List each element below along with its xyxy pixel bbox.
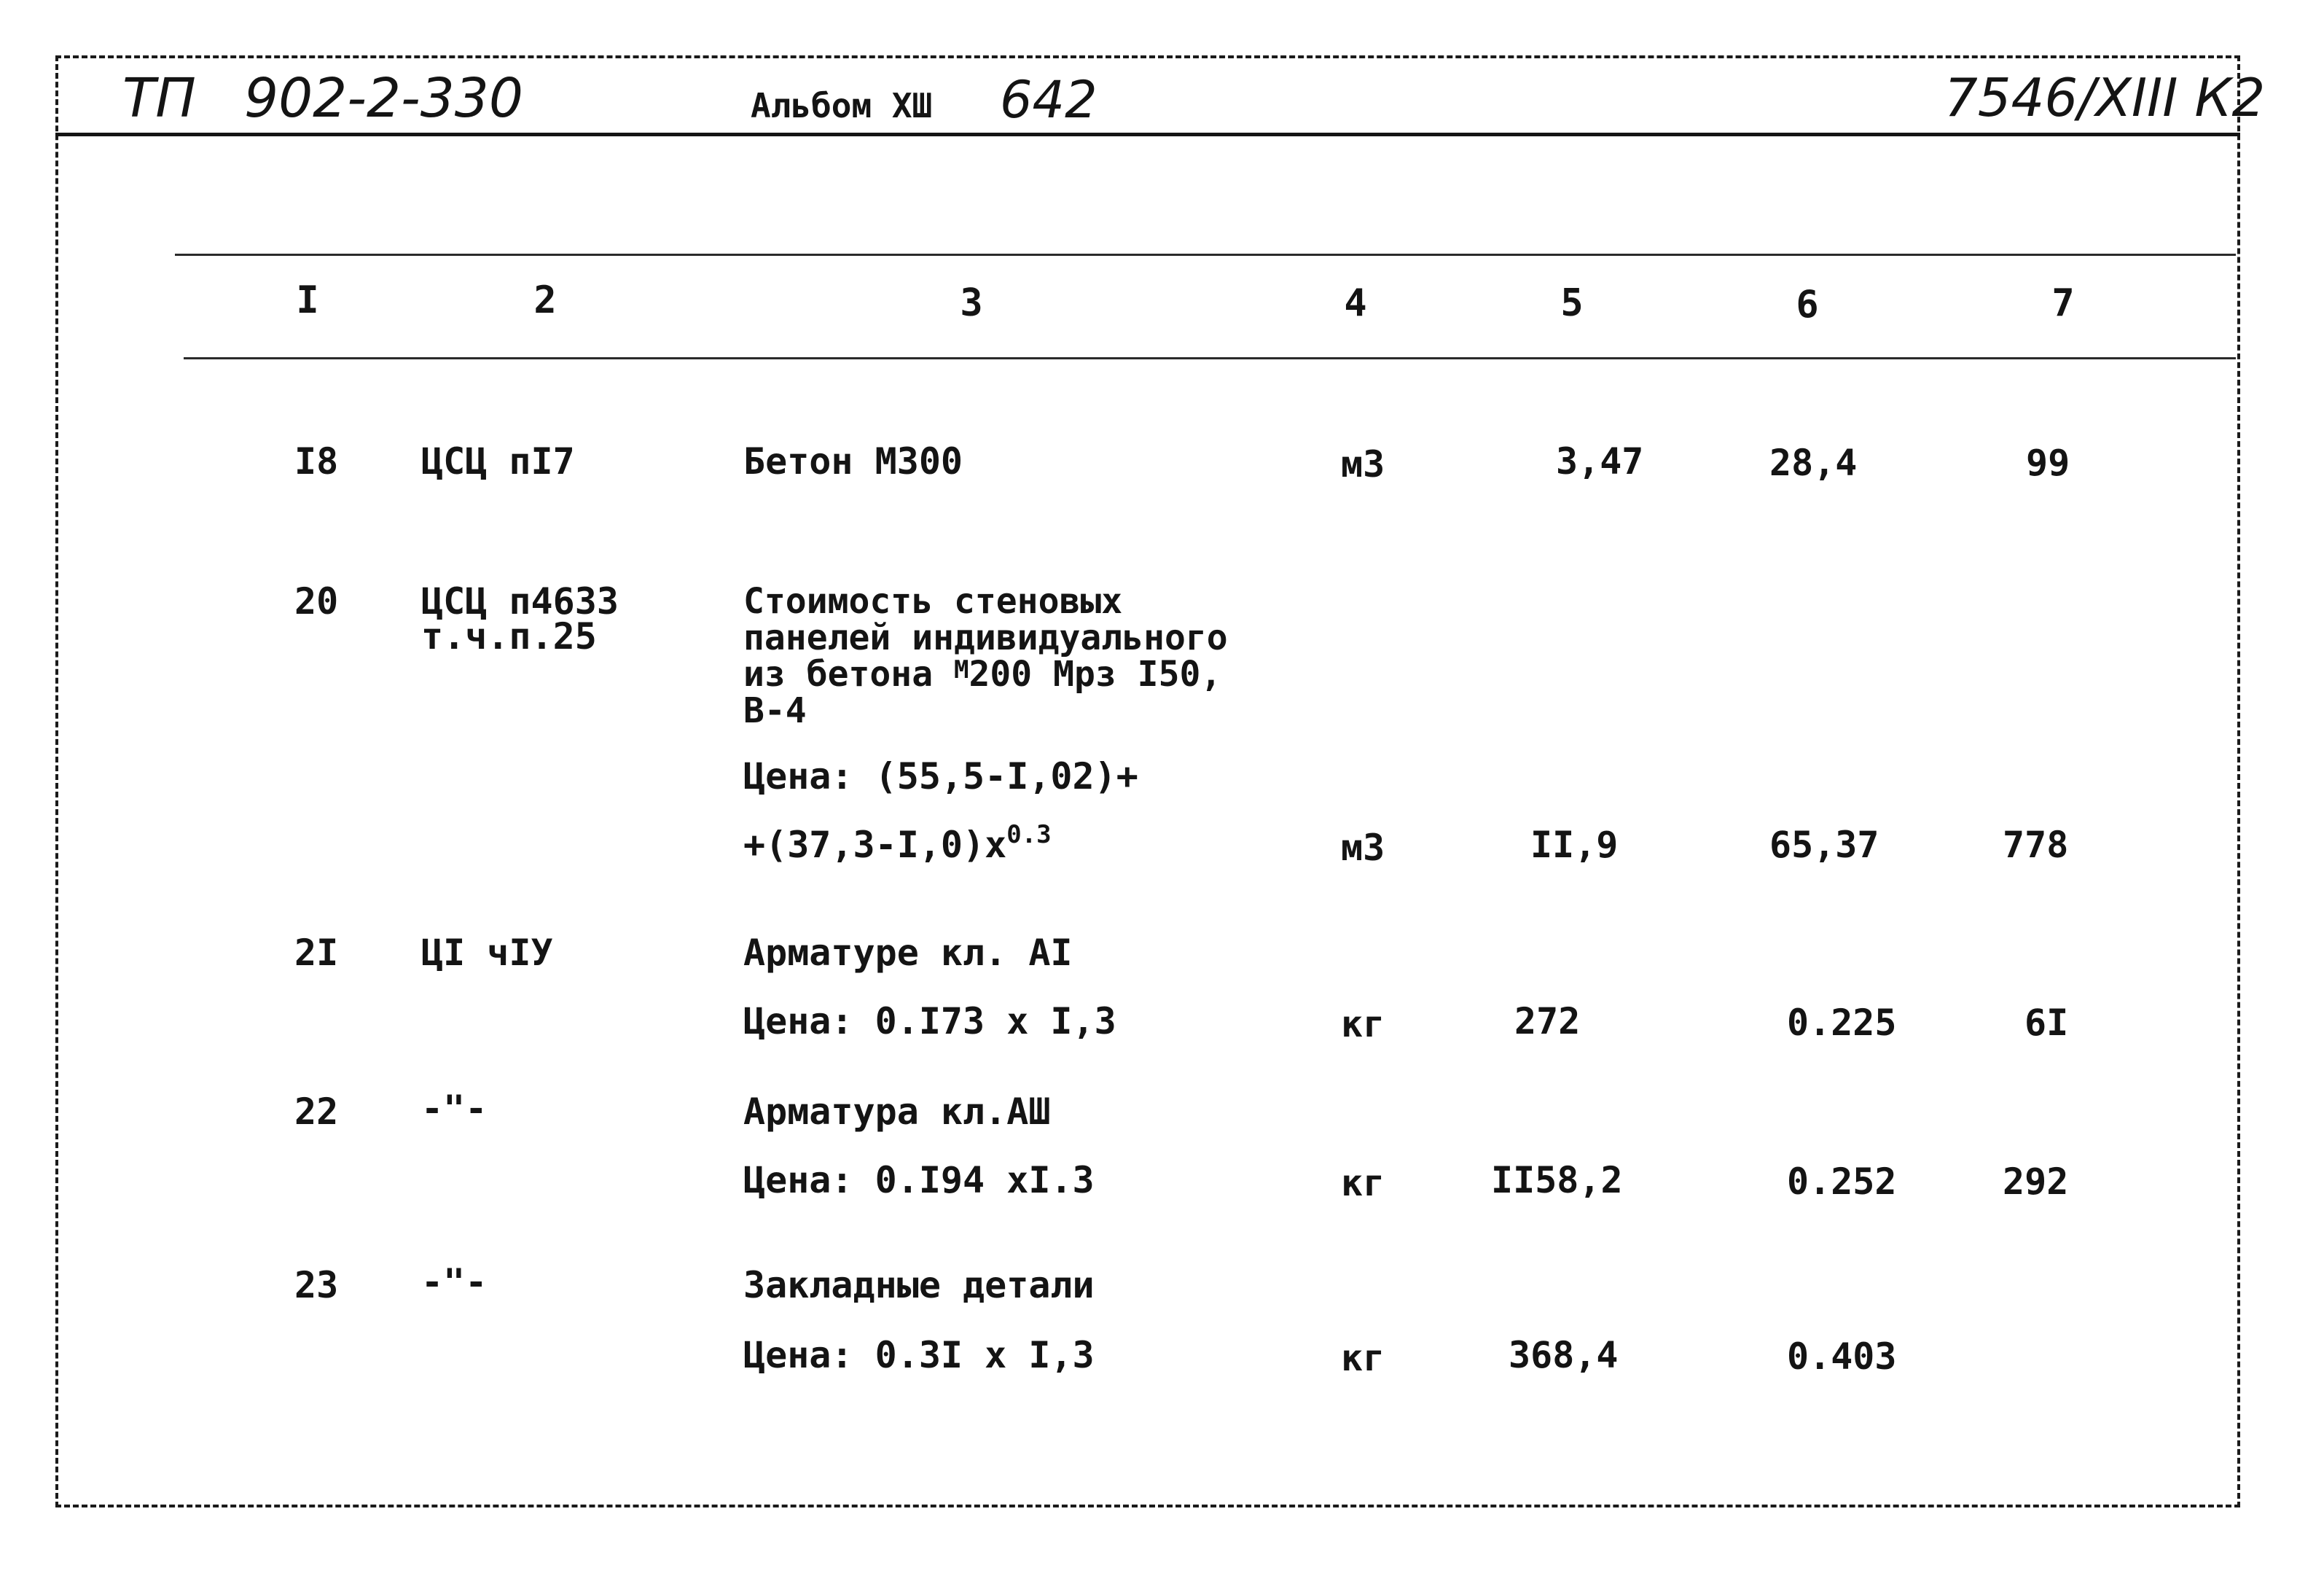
- unit-price: 65,37: [1769, 824, 1879, 866]
- total-cost: 778: [2003, 824, 2069, 866]
- row-number: I8: [294, 440, 339, 483]
- unit: м3: [1341, 443, 1385, 485]
- unit-price: 0.403: [1787, 1335, 1897, 1378]
- total-cost: 292: [2003, 1160, 2069, 1203]
- header-rule: [55, 133, 2240, 136]
- price-formula: Цена: 0.I73 х I,3: [743, 1000, 1116, 1042]
- total-cost: 99: [2026, 442, 2070, 484]
- column-number-7: 7: [2051, 281, 2075, 325]
- price-formula: $+(37,3-I,0)х^{0.3}$: [743, 820, 1052, 866]
- album-label: Альбом XШ: [751, 86, 933, 125]
- quantity: II58,2: [1491, 1159, 1623, 1201]
- item-description: Арматура кл.АШ: [743, 1091, 1051, 1133]
- doc-code: 902-2-330: [244, 67, 523, 130]
- price-formula: Цена: (55,5-I,02)+: [743, 755, 1138, 797]
- unit-price: 0.225: [1787, 1002, 1897, 1044]
- unit: м3: [1341, 827, 1385, 869]
- norm-reference-detail: т.ч.п.25: [421, 615, 597, 658]
- quantity: 272: [1514, 1000, 1581, 1042]
- unit: кг: [1341, 1337, 1385, 1379]
- doc-code-prefix: ТП: [122, 67, 196, 130]
- table-top-rule: [175, 254, 2236, 256]
- row-number: 2I: [294, 932, 339, 974]
- item-description-line: В-4: [743, 690, 807, 731]
- unit: кг: [1341, 1003, 1385, 1045]
- column-number-2: 2: [533, 278, 557, 322]
- price-formula: Цена: 0.I94 хI.3: [743, 1159, 1095, 1201]
- item-description: Арматуре кл. АI: [743, 932, 1073, 974]
- norm-reference: ЦСЦ пI7: [421, 440, 575, 483]
- norm-reference: -"-: [421, 1261, 488, 1303]
- column-number-6: 6: [1796, 283, 1819, 327]
- page-frame: [55, 55, 2240, 1507]
- column-number-4: 4: [1344, 281, 1367, 325]
- column-number-5: 5: [1560, 281, 1584, 325]
- item-description: Закладные детали: [743, 1264, 1095, 1306]
- column-number-3: 3: [960, 281, 983, 325]
- unit-price: 0.252: [1787, 1160, 1897, 1203]
- quantity: 368,4: [1509, 1334, 1619, 1376]
- item-description-line: из бетона $^М$200 Мрз I50,: [743, 654, 1222, 695]
- table-header-rule: [184, 357, 2236, 359]
- total-cost: 6I: [2024, 1002, 2069, 1044]
- norm-reference: -"-: [421, 1088, 488, 1130]
- norm-reference: ЦСЦ п4633: [421, 580, 619, 623]
- row-number: 23: [294, 1264, 339, 1306]
- unit-price: 28,4: [1769, 442, 1858, 484]
- row-number: 22: [294, 1091, 339, 1133]
- price-formula: Цена: 0.3I х I,3: [743, 1334, 1095, 1376]
- archive-code: 7546/XIII К2: [1944, 67, 2266, 128]
- item-description-line: Стоимость стеновых: [743, 581, 1123, 622]
- album-number: 642: [1000, 70, 1098, 130]
- item-description: Бетон М300: [743, 440, 963, 483]
- quantity: II,9: [1530, 824, 1619, 866]
- quantity: 3,47: [1556, 440, 1644, 483]
- row-number: 20: [294, 580, 339, 623]
- column-number-1: I: [296, 278, 319, 322]
- norm-reference: ЦI чIУ: [421, 932, 553, 974]
- item-description-line: панелей индивидуального: [743, 617, 1228, 658]
- unit: кг: [1341, 1162, 1385, 1204]
